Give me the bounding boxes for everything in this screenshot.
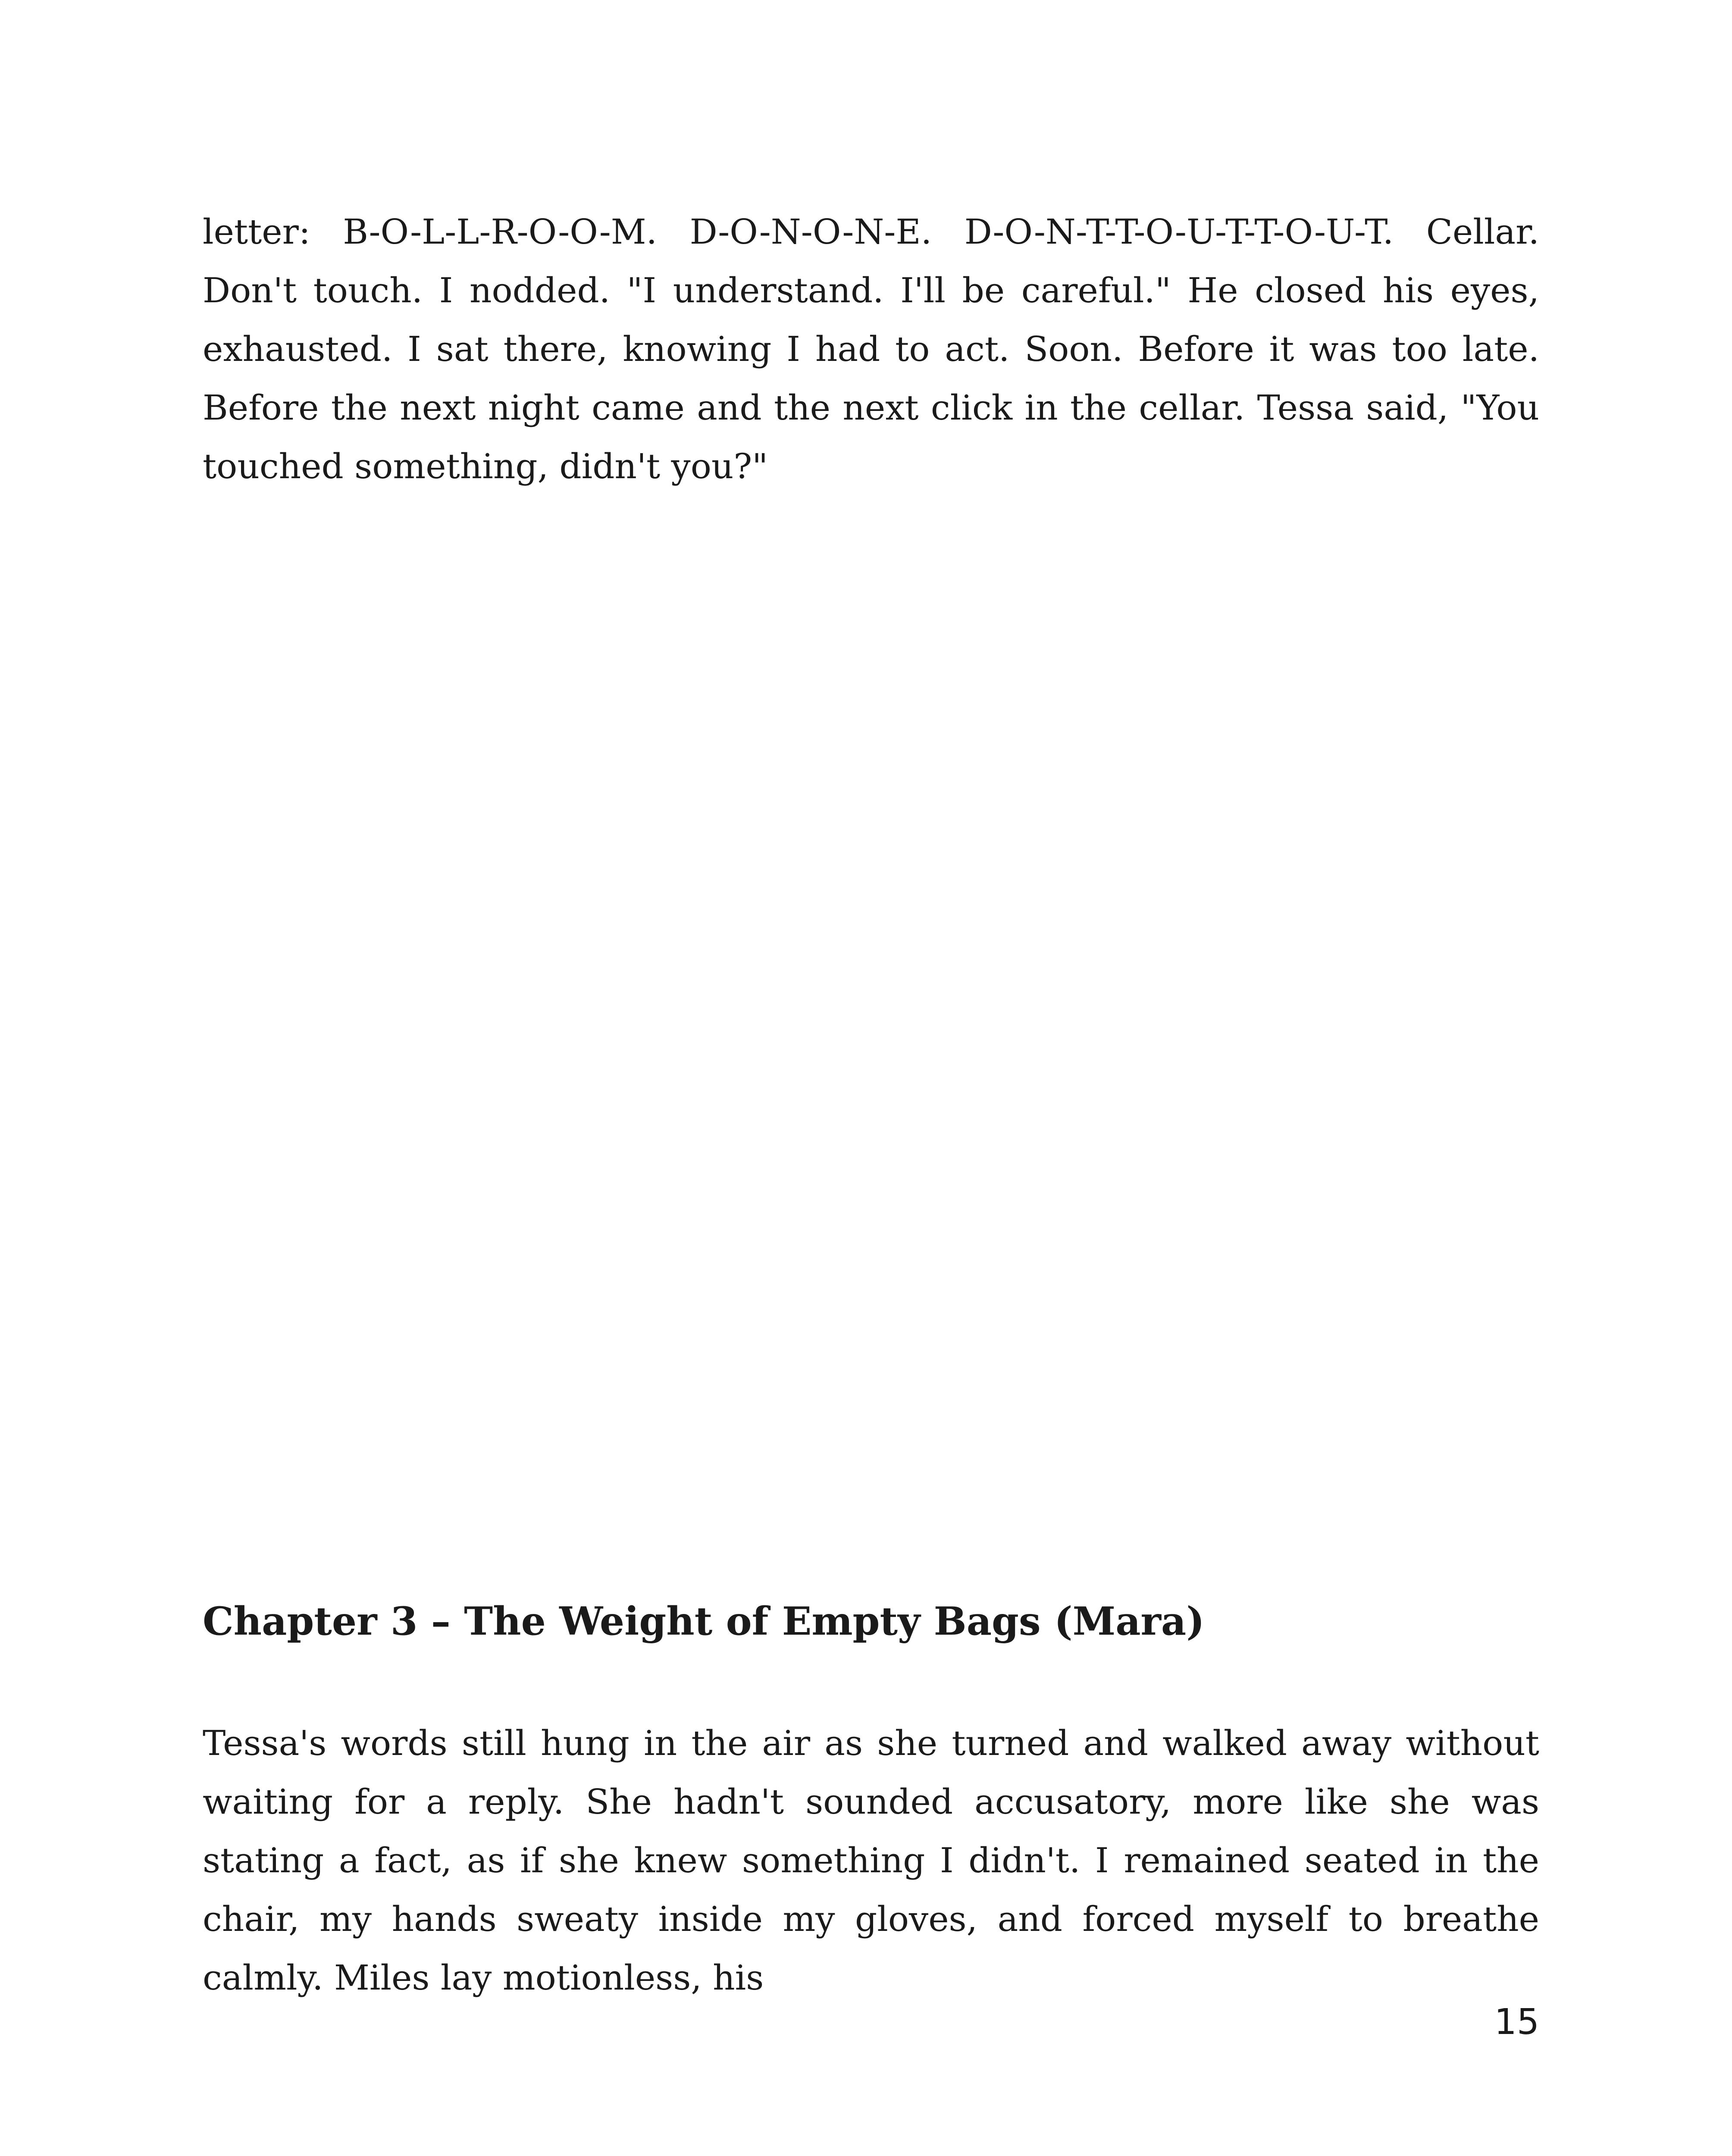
body-paragraph-continued: letter: B-O-L-L-R-O-O-M. D-O-N-O-N-E. D-O-N-T-T-O-U-T-T-O-U-T. Cellar. Don't touch. I nodded. "I understand. I'll be careful." He closed his eyes, exhausted. I sat there, knowing I had to act. Soon. Before it was too late. Before the next night came and the next click in the cellar. Tessa said, "You touched something, didn't you?" xyxy=(203,212,1539,486)
chapter-heading: Chapter 3 – The Weight of Empty Bags (Mara) xyxy=(203,1598,1205,1644)
page-number: 15 xyxy=(1494,2002,1539,2043)
body-paragraph-chapter-start: Tessa's words still hung in the air as she turned and walked away without waiting for a reply. She hadn't sounded accusatory, more like she was stating a fact, as if she knew something I didn't. I remained seated in the chair, my hands sweaty inside my gloves, and forced myself to breathe calmly. Miles lay motionless, his xyxy=(203,1723,1539,1998)
